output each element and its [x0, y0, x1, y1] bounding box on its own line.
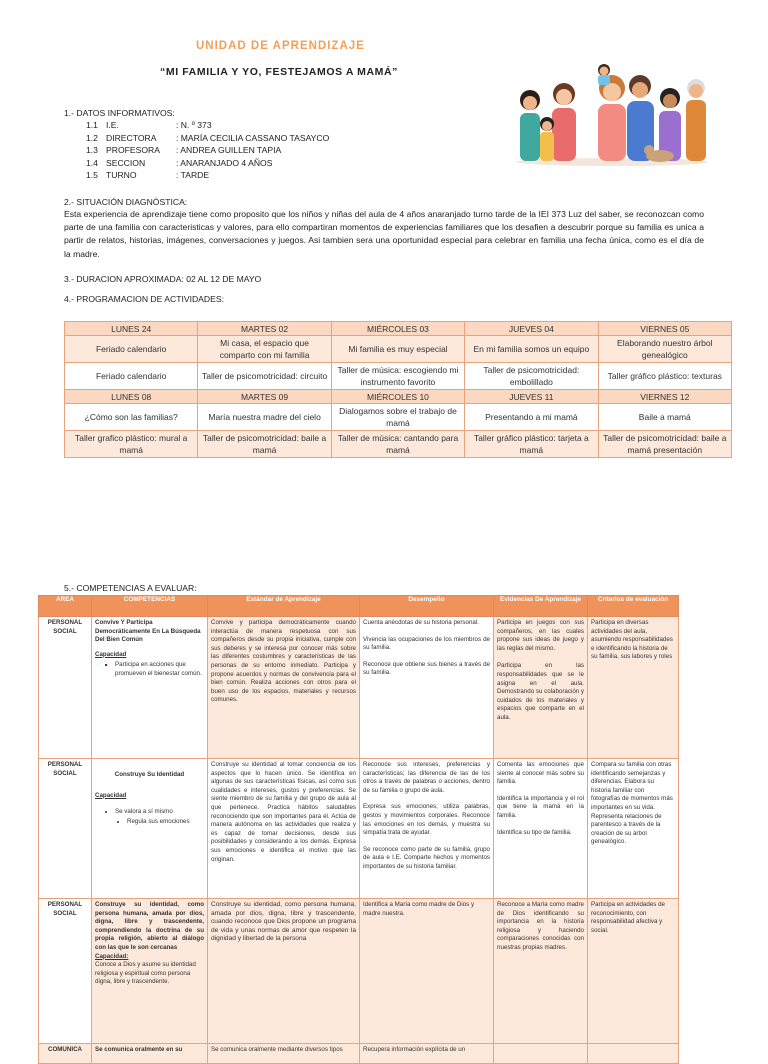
competencia-cell: [92, 617, 208, 759]
datos-heading: 1.- DATOS INFORMATIVOS:: [64, 108, 175, 118]
schedule-activity-row: [65, 336, 732, 363]
evidencias-cell: Reconoce a María como madre de Dios identificando su importancia en la historia religiosa y haciendo comparaciones conocidas con nuestras propias madres.: [494, 899, 588, 1044]
competencia-cell: [92, 759, 208, 899]
desempeno-text: Cuenta anécdotas de su historia personal.: [363, 619, 479, 626]
day-cell: MARTES 09: [198, 390, 331, 404]
main-title: “MI FAMILIA Y YO, FESTEJAMOS A MAMÁ”: [160, 66, 399, 78]
row-label: SECCION: [106, 157, 146, 168]
desempeno-text: Reconoce que obtiene sus bienes a través de su familia.: [363, 660, 490, 677]
capacidad-label: Capacidad: [95, 650, 127, 658]
day-cell: MIÉRCOLES 03: [331, 322, 464, 336]
area-cell: PERSONAL SOCIAL: [39, 759, 92, 899]
evidencia-text: Participa en juegos con sus compañeros, en las cuales propone sus ideas de juego y las reglas del mismo.: [497, 619, 584, 652]
day-cell: LUNES 24: [65, 322, 198, 336]
activity-cell: Taller de psicomotricidad: embolillado: [465, 363, 598, 390]
capacidad-label: Capacidad:: [95, 952, 129, 960]
row-value: : MARÍA CECILIA CASSANO TASAYCO: [176, 132, 330, 143]
row-num: 1.3: [86, 145, 98, 155]
competencia-title: Construye Su Identidad: [114, 771, 185, 778]
datos-row: [86, 119, 329, 132]
capacidad-text: Participa en acciones que promueven el bienestar común.: [115, 661, 202, 677]
activity-cell: Dialogamos sobre el trabajo de mamá: [331, 404, 464, 431]
activity-cell: Taller de psicomotricidad: baile a mamá: [198, 431, 331, 458]
programacion-heading: 4.- PROGRAMACION DE ACTIVIDADES:: [64, 294, 224, 304]
schedule-day-row: [65, 322, 732, 336]
desempeno-text: Se reconoce como parte de su familia, grupo de aula e I.E. Comparte hechos y momentos importantes de su historia familiar.: [363, 845, 490, 870]
criterios-cell: Participa en actividades de reconocimiento, con responsabilidad afectiva y social.: [588, 899, 679, 1044]
capacidad-text: Conoce a Dios y asume su identidad religiosa y espiritual como persona digna, libre y trascendente.: [95, 961, 196, 986]
activity-cell: Feriado calendario: [65, 363, 198, 390]
activity-cell: Feriado calendario: [65, 336, 198, 363]
datos-row: [86, 144, 329, 157]
desempeno-text: Vivencia las ocupaciones de los miembros de su familia.: [363, 635, 490, 652]
situacion-text: Esta experiencia de aprendizaje tiene como proposito que los niños y niñas del aula de 4 años anaranjado turno tarde de la IEI 373 Luz del saber, se reconozcan como parte de una familia con caracteristicas y valores, para ello compartiran momentos de experiencias familiares que los desafien a descubrir porque su familia es unica a partir de relatos, historias, imágenes, conversaciones y juegos. Asi tambien sera una oportunidad especial para celebrar en familia una fecha única, como es el día de la madre.: [64, 209, 704, 259]
duracion-text: 3.- DURACION APROXIMADA: 02 AL 12 DE MAYO: [64, 274, 262, 284]
day-cell: LUNES 08: [65, 390, 198, 404]
datos-row: [86, 132, 329, 145]
column-header: Desempeño: [360, 596, 494, 617]
activity-cell: Taller de psicomotricidad: baile a mamá presentación: [598, 431, 731, 458]
day-cell: VIERNES 05: [598, 322, 731, 336]
row-num: 1.4: [86, 157, 98, 168]
evidencias-cell: [494, 1044, 588, 1064]
row-label: DIRECTORA: [106, 132, 157, 143]
evidencia-text: Comenta las emociones que siente al conocer más sobre su familia.: [497, 761, 584, 786]
evidencia-text: Participa en las responsabilidades que se le asigna en el aula. Demostrando su colaboración y cuidados de los materiales y espacios que comparte en el aula.: [497, 662, 585, 721]
area-cell: COMUNICA: [39, 1044, 92, 1064]
datos-row: [86, 169, 329, 182]
unit-title: UNIDAD DE APRENDIZAJE: [196, 40, 365, 52]
activity-cell: María nuestra madre del cielo: [198, 404, 331, 431]
table-row: [39, 759, 679, 899]
row-label: TURNO: [106, 170, 137, 180]
estandar-cell: Convive y participa democráticamente cuando interactúa de manera respetuosa con sus compañeros desde su propia iniciativa, cumple con sus deberes y se interesa por conocer más sobre las diferentes costumbres y características de las personas de su entorno inmediato. Participa y propone acuerdos y normas de convivencia para el bien común. Realiza acciones con otros para el buen uso de los espacios, materiales y recursos comunes.: [208, 617, 360, 759]
day-cell: JUEVES 04: [465, 322, 598, 336]
row-value: : ANARANJADO 4 AÑOS: [176, 157, 273, 168]
criterios-cell: Participa en diversas actividades del aula, asumiendo responsabilidades e identificando la historia de su familia, sus labores y roles: [588, 617, 679, 759]
desempeno-cell: Recupera información explícita de un: [360, 1044, 494, 1064]
evidencia-text: Identifica su tipo de familia.: [497, 828, 572, 836]
column-header: Criterios de evaluación: [588, 596, 679, 617]
activity-cell: Mi casa, el espacio que comparto con mi familia: [198, 336, 331, 363]
column-header: Estándar de Aprendizaje: [208, 596, 360, 617]
row-num: 1.1: [86, 120, 98, 130]
desempeno-cell: [360, 759, 494, 899]
list-item: • Se valora a sí mismo: [115, 808, 204, 817]
list-item: • Regula sus emociones: [127, 818, 204, 827]
day-cell: VIERNES 12: [598, 390, 731, 404]
desempeno-text: Reconoce sus intereses, preferencias y características; las diferencia de las de los otros a través de palabras o acciones, dentro de su familia o grupo de aula.: [363, 761, 490, 794]
datos-list: [86, 119, 329, 182]
activity-cell: Taller de música: escogiendo mi instrumento favorito: [331, 363, 464, 390]
row-label: PROFESORA: [106, 145, 160, 155]
capacidad-list: [95, 808, 204, 826]
activity-cell: Taller grafico plástico: mural a mamá: [65, 431, 198, 458]
evidencia-text: Identifica la importancia y el rol que tiene la mamá en la familia.: [497, 794, 584, 819]
area-cell: PERSONAL SOCIAL: [39, 617, 92, 759]
competencias-table: [38, 595, 679, 1064]
activity-cell: Taller de psicomotricidad: circuito: [198, 363, 331, 390]
row-value: : N. º 373: [176, 120, 212, 130]
row-num: 1.2: [86, 132, 98, 143]
evidencias-cell: [494, 617, 588, 759]
competencias-header-row: [39, 596, 679, 617]
situacion-heading: 2.- SITUACIÓN DIAGNÓSTICA:: [64, 197, 188, 207]
row-value: : TARDE: [176, 170, 210, 180]
table-row: [39, 617, 679, 759]
schedule-activity-row: [65, 404, 732, 431]
schedule-activity-row: [65, 363, 732, 390]
column-header: AREA: [39, 596, 92, 617]
datos-row: [86, 157, 329, 170]
area-cell: PERSONAL SOCIAL: [39, 899, 92, 1044]
capacidad-label: Capacidad: [95, 791, 127, 799]
estandar-cell: Construye su identidad, como persona humana, amada por dios, digna, libre y trascendente, cuando reconoce que Dios propone un programa de vida y unas normas de amor que respeten la dignidad y libertad de la persona: [208, 899, 360, 1044]
schedule-activity-row: [65, 431, 732, 458]
criterios-cell: Compara su familia con otras identificando semejanzas y diferencias. Elabora su historia familiar con fotografías de momentos más importantes en su vida. Representa relaciones de parentesco a través de la creación de su árbol genealógico.: [588, 759, 679, 899]
table-row: [39, 1044, 679, 1064]
day-cell: JUEVES 11: [465, 390, 598, 404]
activity-cell: Baile a mamá: [598, 404, 731, 431]
column-header: Evidencias De Aprendizaje: [494, 596, 588, 617]
evidencias-cell: [494, 759, 588, 899]
activity-cell: Taller de música: cantando para mamá: [331, 431, 464, 458]
activity-cell: Elaborando nuestro árbol genealógico: [598, 336, 731, 363]
day-cell: MARTES 02: [198, 322, 331, 336]
day-cell: MIÉRCOLES 10: [331, 390, 464, 404]
activity-cell: Taller gráfico plástico: texturas: [598, 363, 731, 390]
activity-cell: ¿Cómo son las familias?: [65, 404, 198, 431]
table-row: [39, 899, 679, 1044]
desempeno-text: Expresa sus emociones; utiliza palabras, gestos y movimientos corporales. Reconoce las emociones en los demás, y muestra su simpatía trata de ayudar.: [363, 803, 490, 837]
competencia-title: Construye su identidad, como persona humana, amada por dios, digna, libre y trascendente, comprendiendo la doctrina de su propia religión, abierto al diálogo con las que le son cercanas: [95, 901, 204, 951]
competencia-title: Convive Y Participa Democráticamente En La Búsqueda Del Bien Común: [95, 619, 201, 644]
activity-cell: Taller gráfico plástico: tarjeta a mamá: [465, 431, 598, 458]
family-illustration: [512, 58, 712, 166]
schedule-table: [64, 321, 732, 458]
row-label: I.E.: [106, 120, 119, 130]
list-item: [115, 661, 204, 678]
desempeno-cell: Identifica a María como madre de Dios y madre nuestra.: [360, 899, 494, 1044]
competencia-cell: [92, 899, 208, 1044]
row-num: 1.5: [86, 170, 98, 180]
competencias-heading: 5.- COMPETENCIAS A EVALUAR:: [64, 583, 197, 593]
estandar-cell: Se comunica oralmente mediante diversos tipos: [208, 1044, 360, 1064]
row-value: : ANDREA GUILLEN TAPIA: [176, 145, 282, 155]
desempeno-cell: [360, 617, 494, 759]
activity-cell: En mi familia somos un equipo: [465, 336, 598, 363]
competencia-cell: Se comunica oralmente en su: [92, 1044, 208, 1064]
activity-cell: Mi familia es muy especial: [331, 336, 464, 363]
activity-cell: Presentando a mi mamá: [465, 404, 598, 431]
schedule-day-row: [65, 390, 732, 404]
criterios-cell: [588, 1044, 679, 1064]
column-header: COMPETENCIAS: [92, 596, 208, 617]
capacidad-list: [95, 661, 204, 678]
estandar-cell: Construye su identidad al tomar conciencia de los aspectos que lo hacen único. Se identifica en algunas de sus características físicas, así como sus cualidades e intereses, gustos y preferencias. Se siente miembro de su familia y del grupo de aula al que pertenece. Practica hábitos saludables reconociendo que son importantes para él. Actúa de manera autónoma en las actividades que realiza y es capaz de tomar decisiones, desde sus posibilidades y considerando a los demás. Expresa sus emociones e identifica el motivo que las originan.: [208, 759, 360, 899]
